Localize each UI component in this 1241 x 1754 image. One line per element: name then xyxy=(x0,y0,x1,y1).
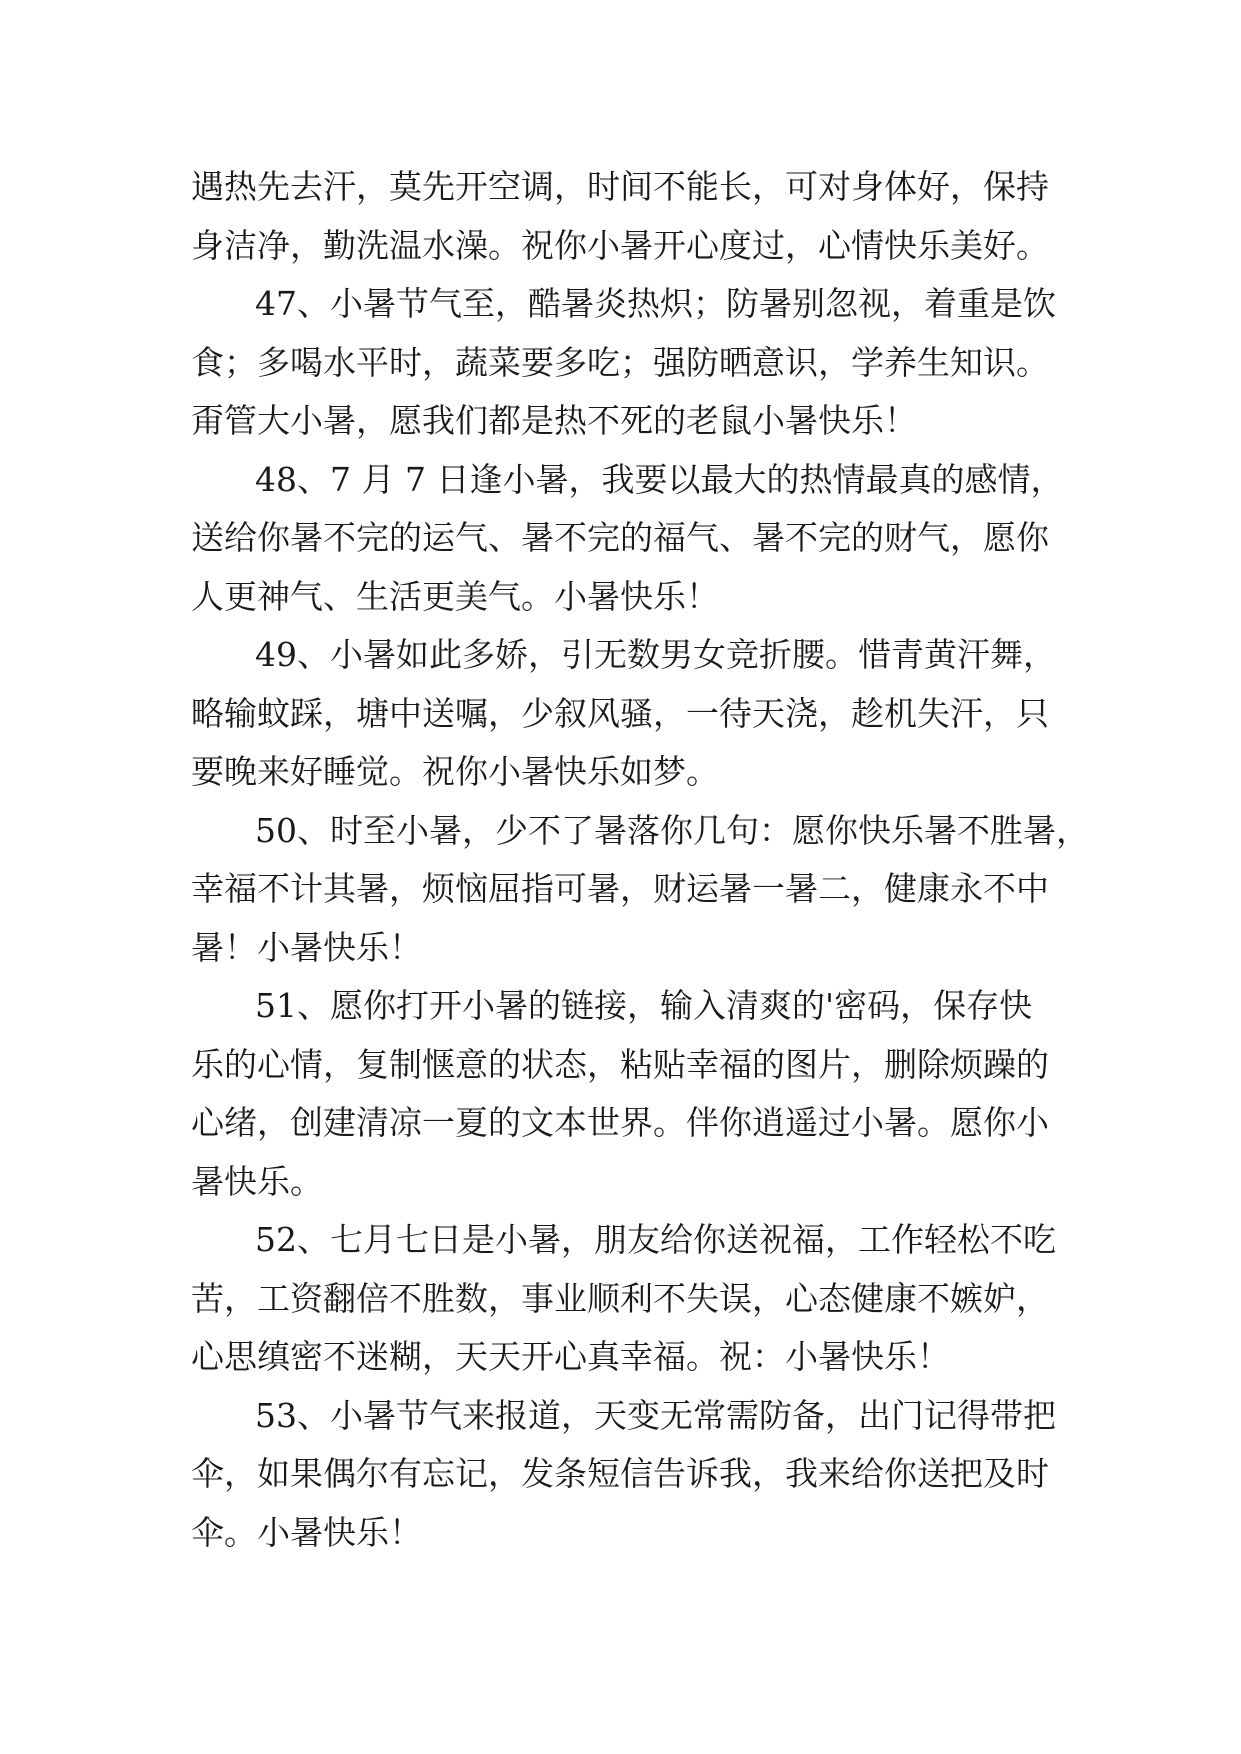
text-line: 人更神气、生活更美气。小暑快乐！ xyxy=(191,576,719,616)
paragraph-start-51: 51、愿你打开小暑的链接，输入清爽的'密码，保存快 xyxy=(255,986,1033,1025)
document-body xyxy=(191,158,1089,1562)
paragraph-start-53: 53、小暑节气来报道，天变无常需防备，出门记得带把 xyxy=(255,1395,1056,1435)
text-line: 暑！小暑快乐！ xyxy=(191,927,422,967)
text-line: 伞，如果偶尔有忘记，发条短信告诉我，我来给你送把及时 xyxy=(191,1454,1049,1493)
paragraph-start-52: 52、七月七日是小暑，朋友给你送祝福，工作轻松不吃 xyxy=(255,1220,1056,1259)
text-line: 要晚来好睡觉。祝你小暑快乐如梦。 xyxy=(191,752,719,791)
text-line: 甭管大小暑，愿我们都是热不死的老鼠小暑快乐！ xyxy=(191,401,917,440)
text-line: 心思缜密不迷糊，天天开心真幸福。祝：小暑快乐！ xyxy=(191,1337,950,1376)
text-line: 略输蚊踩，塘中送嘱，少叙风骚，一待天浇，趁机失汗，只 xyxy=(191,693,1049,733)
text-line: 送给你暑不完的运气、暑不完的福气、暑不完的财气，愿你 xyxy=(191,518,1049,557)
text-line: 伞。小暑快乐！ xyxy=(191,1512,422,1552)
paragraph-start-48: 48、7 月 7 日逢小暑，我要以最大的热情最真的感情， xyxy=(255,459,1064,499)
text-line: 苦，工资翻倍不胜数，事业顺利不失误，心态健康不嫉妒， xyxy=(191,1278,1049,1318)
text-line: 乐的心情，复制惬意的状态，粘贴幸福的图片，删除烦躁的 xyxy=(191,1044,1049,1084)
text-line: 遇热先去汗，莫先开空调，时间不能长，可对身体好，保持 xyxy=(191,167,1049,206)
paragraph-start-47: 47、小暑节气至，酷暑炎热炽；防暑别忽视，着重是饮 xyxy=(255,284,1056,323)
text-line: 幸福不计其暑，烦恼屈指可暑，财运暑一暑二，健康永不中 xyxy=(191,869,1049,908)
text-line: 食；多喝水平时，蔬菜要多吃；强防晒意识，学养生知识。 xyxy=(191,342,1049,382)
paragraph-start-49: 49、小暑如此多娇，引无数男女竞折腰。惜青黄汗舞， xyxy=(255,635,1056,674)
text-line: 身洁净，勤洗温水澡。祝你小暑开心度过，心情快乐美好。 xyxy=(191,225,1049,265)
paragraph-start-50: 50、时至小暑，少不了暑落你几句：愿你快乐暑不胜暑， xyxy=(255,810,1089,850)
text-line: 暑快乐。 xyxy=(191,1161,323,1201)
text-line: 心绪，创建清凉一夏的文本世界。伴你逍遥过小暑。愿你小 xyxy=(191,1103,1049,1142)
